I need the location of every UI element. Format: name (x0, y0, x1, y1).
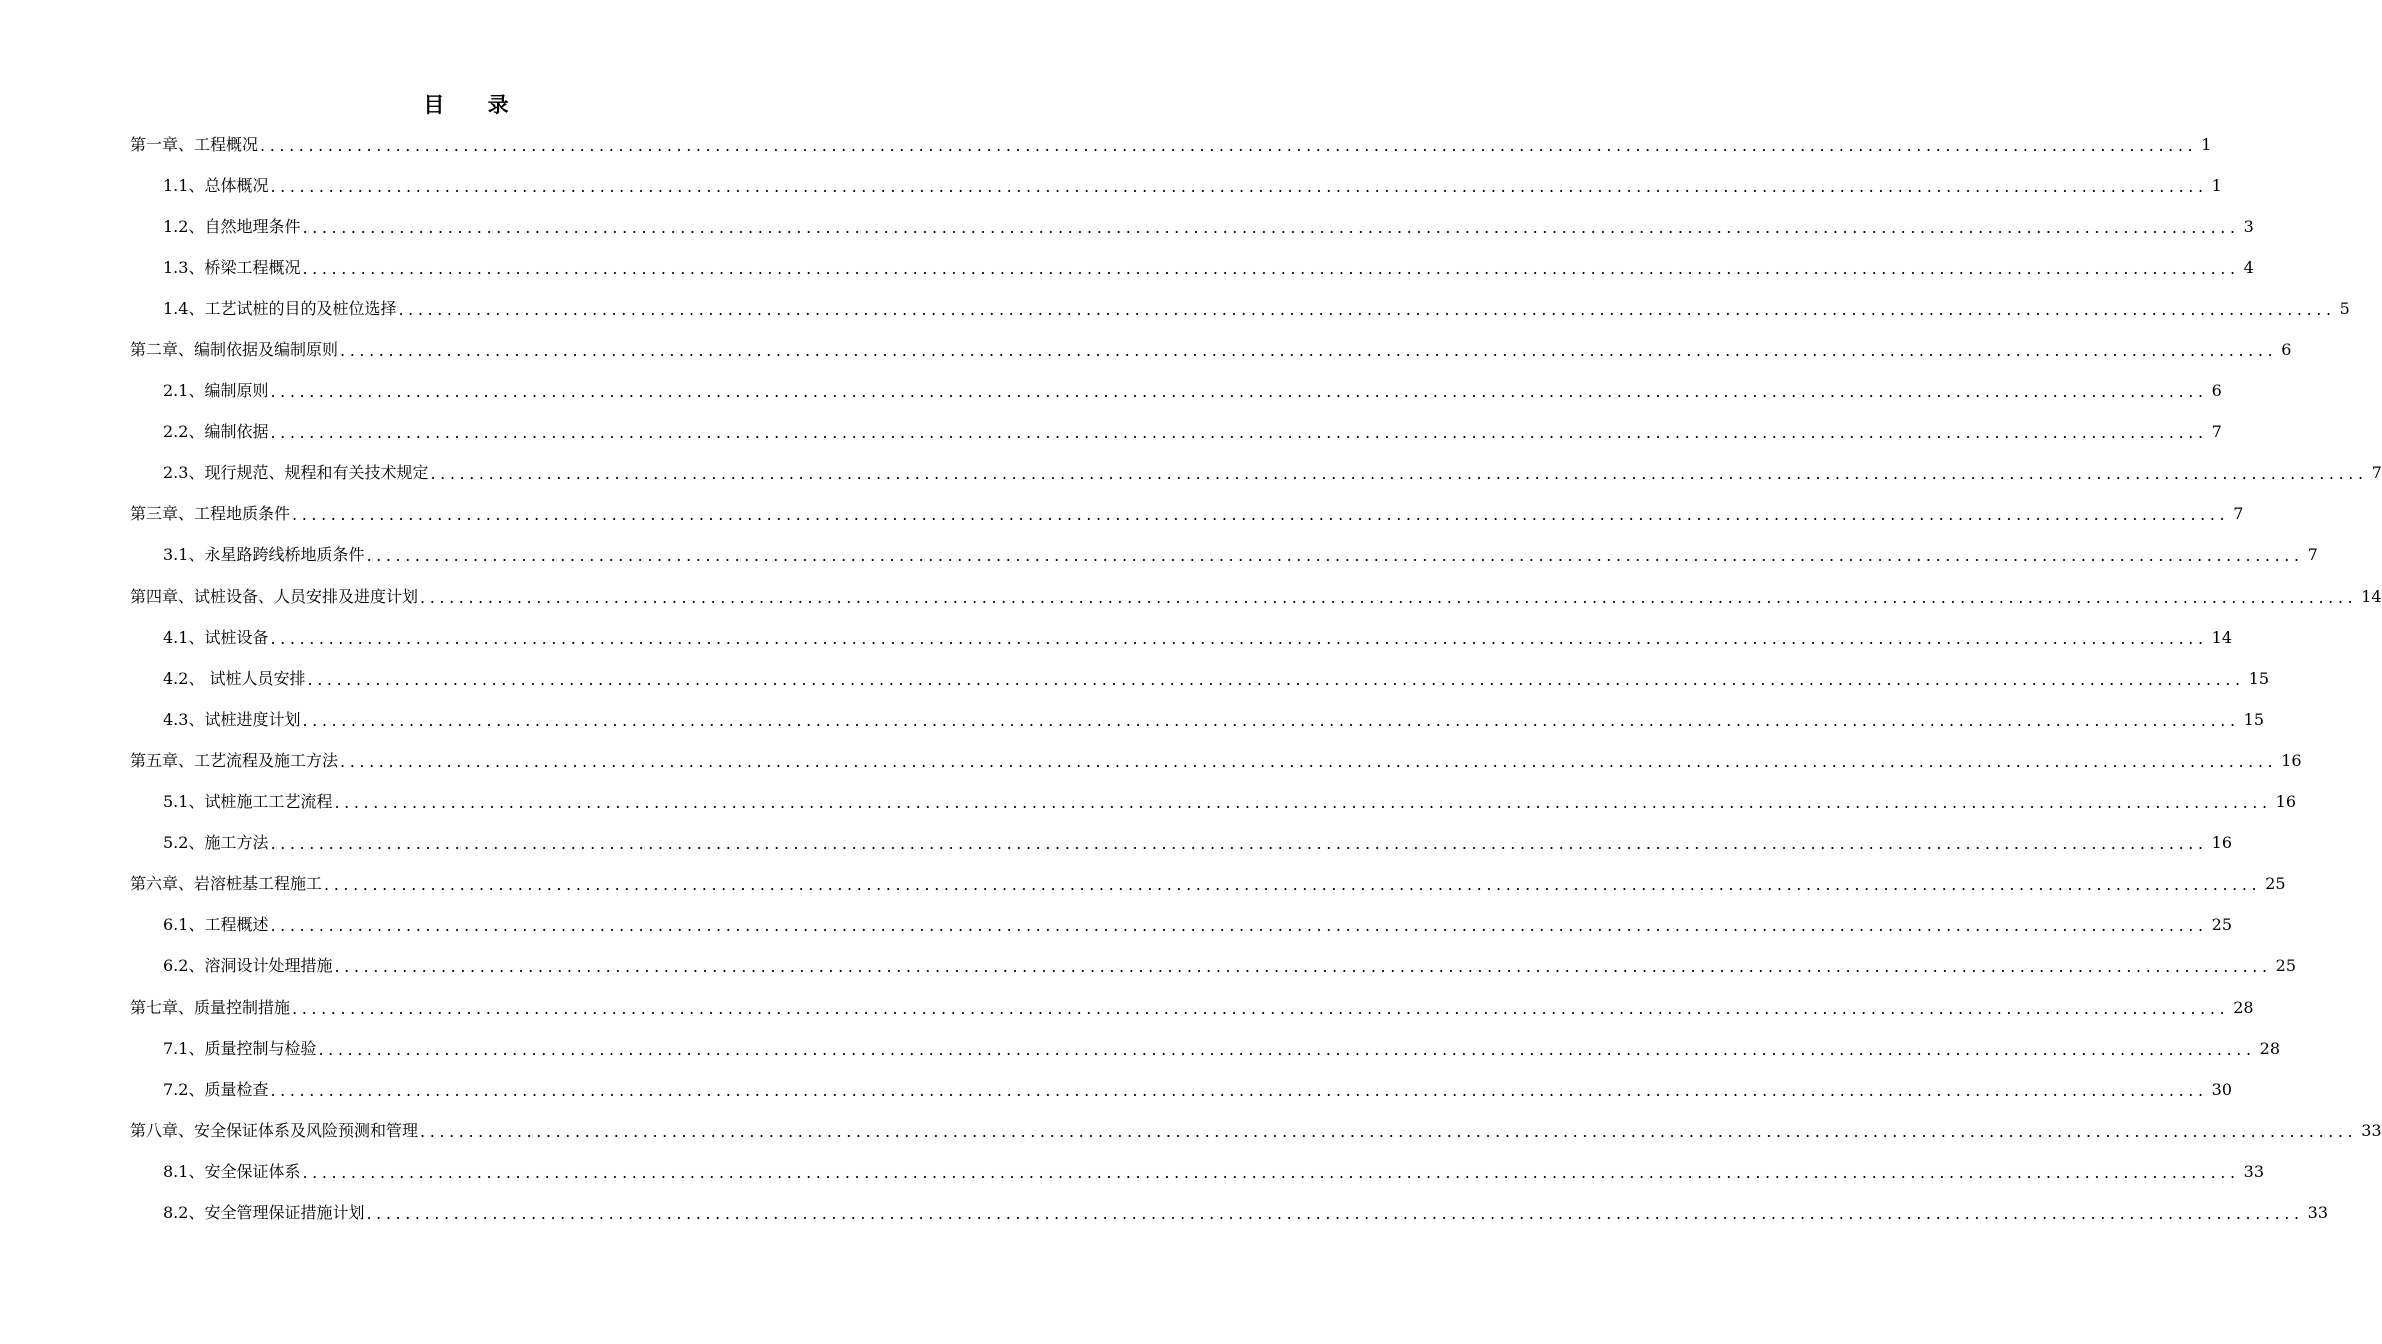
toc-dot-leader: ........................................................................................................................................................................................................ (270, 916, 2208, 936)
toc-page-number: 15 (2248, 668, 2270, 688)
toc-page-number: 6 (2211, 381, 2222, 401)
toc-dot-leader: ........................................................................................................................................................................................................ (270, 176, 2208, 196)
toc-dot-leader: ........................................................................................................................................................................................................ (334, 793, 2272, 813)
toc-dot-leader: ........................................................................................................................................................................................................ (398, 299, 2336, 319)
toc-dot-leader: ........................................................................................................................................................................................................ (292, 505, 2230, 525)
toc-section-entry[interactable] (130, 165, 2222, 206)
toc-dot-leader: ........................................................................................................................................................................................................ (340, 751, 2278, 771)
toc-section-entry[interactable] (130, 905, 2232, 946)
toc-page-number: 1 (2201, 134, 2212, 154)
toc-page-number: 25 (2265, 874, 2286, 894)
toc-entry-label: 2.3、现行规范、规程和有关技术规定 (163, 463, 429, 483)
toc-section-entry[interactable] (130, 617, 2232, 658)
toc-section-entry[interactable] (130, 453, 2382, 494)
toc-entry-label: 7.2、质量检查 (163, 1079, 269, 1099)
toc-chapter-entry[interactable] (130, 494, 2244, 535)
toc-section-entry[interactable] (130, 535, 2318, 576)
toc-entry-label: 2.2、编制依据 (163, 422, 269, 442)
toc-chapter-entry[interactable] (130, 740, 2302, 781)
toc-dot-leader: ........................................................................................................................................................................................................ (318, 1039, 2256, 1059)
toc-dot-leader: ........................................................................................................................................................................................................ (420, 587, 2358, 607)
toc-chapter-entry[interactable] (130, 1110, 2382, 1151)
toc-page-number: 33 (2243, 1161, 2264, 1181)
table-of-contents (130, 124, 2382, 1234)
toc-page-number: 14 (2361, 586, 2382, 606)
toc-entry-label: 1.1、总体概况 (163, 175, 269, 195)
toc-dot-leader: ........................................................................................................................................................................................................ (270, 834, 2208, 854)
toc-entry-label: 第三章、工程地质条件 (130, 504, 291, 524)
toc-section-entry[interactable] (130, 782, 2296, 823)
toc-dot-leader: ........................................................................................................................................................................................................ (270, 382, 2208, 402)
toc-entry-label: 第四章、试桩设备、人员安排及进度计划 (130, 586, 419, 606)
toc-dot-leader: ........................................................................................................................................................................................................ (366, 546, 2304, 566)
toc-entry-label: 8.2、安全管理保证措施计划 (163, 1202, 365, 1222)
toc-entry-label: 4.1、试桩设备 (163, 627, 269, 647)
toc-dot-leader: ........................................................................................................................................................................................................ (307, 669, 2245, 689)
toc-section-entry[interactable] (130, 247, 2254, 288)
toc-page-number: 7 (2211, 422, 2222, 442)
toc-chapter-entry[interactable] (130, 329, 2292, 370)
toc-page-number: 33 (2361, 1120, 2382, 1140)
toc-page-number: 4 (2243, 257, 2254, 277)
toc-section-entry[interactable] (130, 1069, 2232, 1110)
toc-section-entry[interactable] (130, 1192, 2328, 1233)
page-title: 目 录 (423, 92, 527, 117)
toc-dot-leader: ........................................................................................................................................................................................................ (270, 1080, 2208, 1100)
toc-section-entry[interactable] (130, 371, 2222, 412)
toc-entry-label: 第八章、安全保证体系及风险预测和管理 (130, 1120, 419, 1140)
toc-page-number: 7 (2233, 504, 2244, 524)
toc-entry-label: 3.1、永星路跨线桥地质条件 (163, 545, 365, 565)
toc-entry-label: 4.3、试桩进度计划 (163, 709, 301, 729)
toc-dot-leader: ........................................................................................................................................................................................................ (340, 341, 2278, 361)
toc-dot-leader: ........................................................................................................................................................................................................ (302, 217, 2240, 237)
toc-page-number: 3 (2243, 216, 2254, 236)
toc-entry-label: 8.1、安全保证体系 (163, 1161, 301, 1181)
toc-dot-leader: ........................................................................................................................................................................................................ (302, 258, 2240, 278)
toc-chapter-entry[interactable] (130, 864, 2286, 905)
toc-chapter-entry[interactable] (130, 576, 2382, 617)
toc-page-number: 15 (2243, 709, 2264, 729)
toc-entry-label: 4.2、 试桩人员安排 (163, 668, 306, 688)
toc-section-entry[interactable] (130, 288, 2350, 329)
toc-section-entry[interactable] (130, 658, 2270, 699)
toc-page-number: 16 (2281, 750, 2302, 770)
toc-section-entry[interactable] (130, 206, 2254, 247)
toc-entry-label: 5.2、施工方法 (163, 833, 269, 853)
toc-page-number: 7 (2307, 545, 2318, 565)
toc-entry-label: 第一章、工程概况 (130, 134, 259, 154)
toc-section-entry[interactable] (130, 412, 2222, 453)
toc-page-number: 25 (2211, 915, 2232, 935)
toc-entry-label: 2.1、编制原则 (163, 381, 269, 401)
toc-dot-leader: ........................................................................................................................................................................................................ (302, 710, 2240, 730)
toc-entry-label: 第二章、编制依据及编制原则 (130, 340, 339, 360)
toc-dot-leader: ........................................................................................................................................................................................................ (302, 1162, 2240, 1182)
toc-dot-leader: ........................................................................................................................................................................................................ (260, 135, 2198, 155)
toc-entry-label: 1.2、自然地理条件 (163, 216, 301, 236)
toc-page-number: 5 (2339, 298, 2350, 318)
toc-entry-label: 5.1、试桩施工工艺流程 (163, 792, 333, 812)
toc-chapter-entry[interactable] (130, 124, 2212, 165)
toc-section-entry[interactable] (130, 1151, 2264, 1192)
toc-entry-label: 第七章、质量控制措施 (130, 997, 291, 1017)
toc-dot-leader: ........................................................................................................................................................................................................ (324, 875, 2262, 895)
toc-entry-label: 1.3、桥梁工程概况 (163, 257, 301, 277)
toc-page-number: 30 (2211, 1079, 2232, 1099)
toc-section-entry[interactable] (130, 1028, 2280, 1069)
toc-page-number: 7 (2371, 463, 2382, 483)
toc-page-number: 25 (2275, 956, 2296, 976)
toc-page-number: 28 (2259, 1038, 2280, 1058)
toc-dot-leader: ........................................................................................................................................................................................................ (420, 1121, 2358, 1141)
toc-dot-leader: ........................................................................................................................................................................................................ (334, 957, 2272, 977)
toc-dot-leader: ........................................................................................................................................................................................................ (270, 628, 2208, 648)
toc-chapter-entry[interactable] (130, 987, 2254, 1028)
toc-page-number: 1 (2211, 175, 2222, 195)
toc-dot-leader: ........................................................................................................................................................................................................ (366, 1203, 2304, 1223)
toc-page-number: 28 (2233, 997, 2254, 1017)
toc-section-entry[interactable] (130, 823, 2232, 864)
toc-entry-label: 6.1、工程概述 (163, 915, 269, 935)
toc-dot-leader: ........................................................................................................................................................................................................ (270, 423, 2208, 443)
toc-page-number: 33 (2307, 1202, 2328, 1222)
toc-entry-label: 第六章、岩溶桩基工程施工 (130, 874, 323, 894)
toc-entry-label: 第五章、工艺流程及施工方法 (130, 750, 339, 770)
toc-dot-leader: ........................................................................................................................................................................................................ (430, 464, 2368, 484)
toc-section-entry[interactable] (130, 699, 2264, 740)
toc-entry-label: 6.2、溶洞设计处理措施 (163, 956, 333, 976)
toc-dot-leader: ........................................................................................................................................................................................................ (292, 998, 2230, 1018)
toc-page-number: 6 (2281, 340, 2292, 360)
toc-page-number: 14 (2211, 627, 2232, 647)
toc-section-entry[interactable] (130, 946, 2296, 987)
toc-page-number: 16 (2211, 833, 2232, 853)
toc-entry-label: 1.4、工艺试桩的目的及桩位选择 (163, 298, 397, 318)
toc-entry-label: 7.1、质量控制与检验 (163, 1038, 317, 1058)
toc-page-number: 16 (2275, 792, 2296, 812)
